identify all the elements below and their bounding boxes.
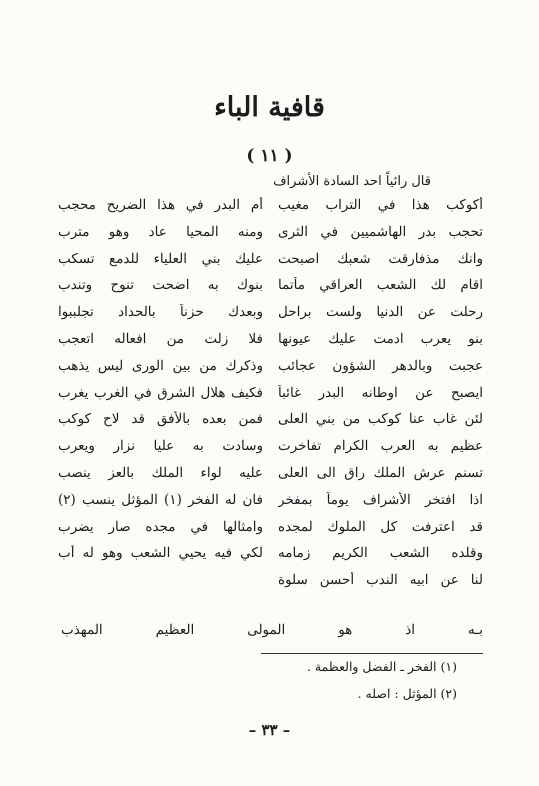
first-hemistich: عجبت وبالدهر الشؤون عجائب xyxy=(278,357,483,374)
first-hemistich: عظيم به العرب الكرام تفاخرت xyxy=(278,438,483,455)
verse-line xyxy=(0,251,539,278)
first-hemistich: بنو يعرب ادمت عليك عيونها xyxy=(278,330,483,347)
verse-line xyxy=(0,358,539,385)
second-hemistich: وامثالها في مجده صار يضرب xyxy=(58,518,263,535)
second-hemistich: لكي فيه يحيي الشعب وهو له أب xyxy=(58,545,263,562)
second-hemistich: وسادت به عليا نزار ويعرب xyxy=(58,438,263,455)
footnote-2: (٢) المؤثل : اصله . xyxy=(357,686,457,701)
second-hemistich: فمن بعده بالأفق قد لاح كوكب xyxy=(58,411,263,428)
verse-line xyxy=(0,519,539,546)
verse-line xyxy=(0,197,539,224)
second-hemistich: بنوك به اضحت تنوح وتندب xyxy=(58,277,263,294)
first-hemistich: لنا عن ابيه الندب أحسن سلوة xyxy=(278,572,483,589)
second-hemistich: عليه لواء الملك بالعز ينصب xyxy=(58,464,263,481)
second-hemistich: ومنه المحيا عاد وهو مترب xyxy=(58,223,263,240)
closing-hemistich: بـه اذ هو المولى العظيم المهذب xyxy=(61,622,483,638)
first-hemistich: قد اعترفت كل الملوك لمجده xyxy=(278,518,483,535)
second-hemistich: عليك بني العلياء للدمع تسكب xyxy=(58,250,263,267)
footnotes xyxy=(307,659,457,713)
second-hemistich: فكيف هلال الشرق في الغرب يغرب xyxy=(58,384,263,401)
first-hemistich: رحلت عن الدنيا ولست براحل xyxy=(278,304,483,321)
verse-line xyxy=(0,304,539,331)
first-hemistich: تسنم عرش الملك راق الى العلى xyxy=(278,464,483,481)
page-number: – ٣٣ – xyxy=(248,721,291,739)
first-hemistich: وانك مذفارقت شعبك اصبحت xyxy=(278,250,483,267)
poem-body xyxy=(0,197,539,599)
verse-line xyxy=(0,545,539,572)
verse-line xyxy=(0,277,539,304)
first-hemistich: أكوكب هذا في التراب مغيب xyxy=(278,197,483,213)
first-hemistich: اقام لك الشعب العراقي مأتما xyxy=(278,277,483,294)
footnote-divider xyxy=(261,653,483,654)
verse-line xyxy=(0,385,539,412)
second-hemistich: وبعدك حزناً بالحداد تجلببوا xyxy=(58,304,263,321)
verse-line xyxy=(0,224,539,251)
second-hemistich: وذكرك من بين الورى ليس يذهب xyxy=(58,357,263,374)
first-hemistich: اذا افتخر الأشراف يوماً بمفخر xyxy=(278,491,483,508)
verse-line xyxy=(0,331,539,358)
footnote-1: (١) الفخر ـ الفضل والعظمة . xyxy=(306,659,457,674)
verse-line xyxy=(0,438,539,465)
first-hemistich: وقلده الشعب الكريم زمامه xyxy=(278,545,483,562)
verse-line xyxy=(0,411,539,438)
second-hemistich: أم البدر في هذا الضريح محجب xyxy=(58,197,263,213)
first-hemistich: ايصبح عن اوطانه البدر غائباً xyxy=(278,384,483,401)
second-hemistich: فلا زلت من افعاله اتعجب xyxy=(58,330,263,347)
first-hemistich: تحجب بدر الهاشميين في الثرى xyxy=(278,223,483,240)
verse-line xyxy=(0,465,539,492)
second-hemistich: فان له الفخر (١) المؤثل ينسب (٢) xyxy=(58,491,263,508)
first-hemistich: لئن غاب عنا كوكب من بني العلى xyxy=(278,411,483,428)
verse-line xyxy=(0,492,539,519)
verse-line xyxy=(0,572,539,599)
poem-intro: قال رائياً احد السادة الأشراف xyxy=(273,174,431,189)
page-title: قافية الباء xyxy=(214,92,325,123)
poem-number: ( ١١ ) xyxy=(246,146,293,166)
